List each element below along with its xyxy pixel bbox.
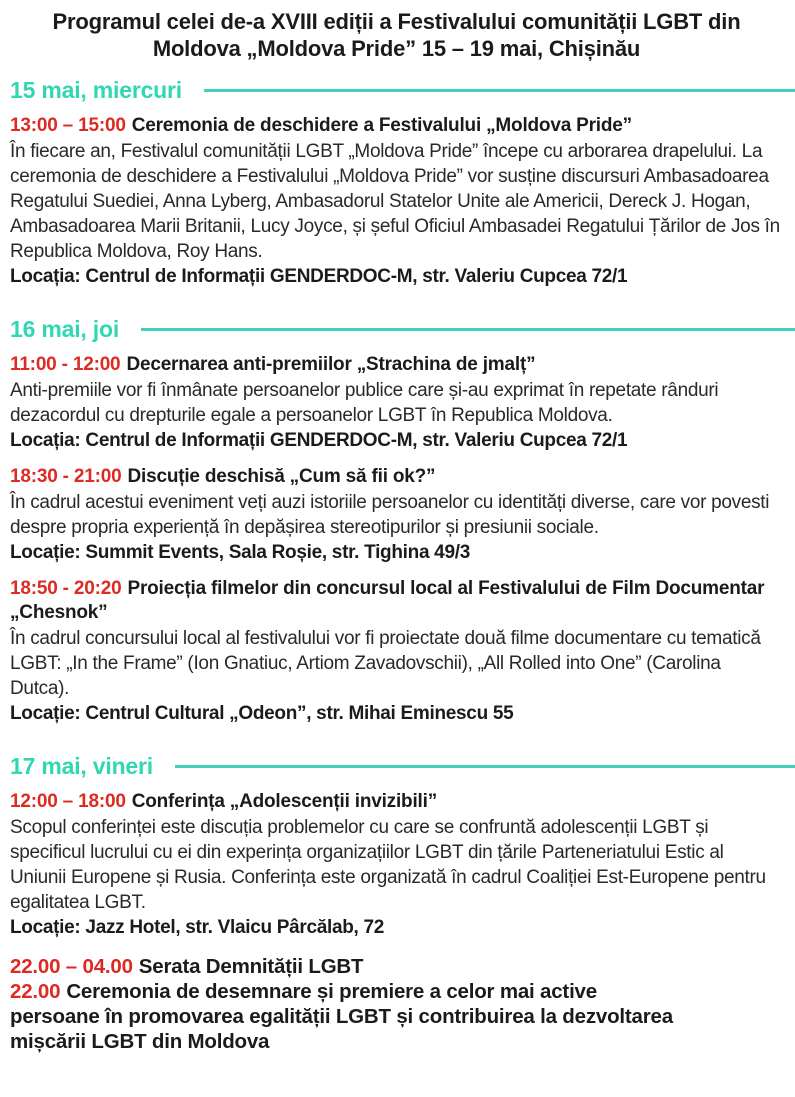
event-title: Decernarea anti-premiilor „Strachina de jmalț” [126,354,536,375]
event-time: 13:00 – 15:00 [10,115,126,136]
event-description: În fiecare an, Festivalul comunității LGBT „Moldova Pride” începe cu arborarea drapelului. La ceremonia de deschidere a Festivalului „Moldova Pride” vor susține discursuri Ambasadoarea Regatului Suediei, Anna Lyberg, Ambasadorul Statelor Unite ale Americii, Dereck J. Hogan, Ambasadoarea Marii Britanii, Lucy Joyce, și șeful Oficiul Ambasadei Regatului Țărilor de Jos în Republica Moldova, Roy Hans. [10,141,780,262]
event-time: 18:30 - 21:00 [10,466,122,487]
event-description: În cadrul concursului local al festivalului vor fi proiectate două filme documentare cu tematică LGBT: „In the Frame” (Ion Gnatiuc, Artiom Zavadovschii), „All Rolled into One” (Carolina Dutca). [10,628,761,699]
section-heading-row [10,76,783,104]
event-title: Serata Demnității LGBT [138,955,364,978]
event-conferinta [10,790,783,940]
section-divider-line [141,328,795,331]
section-17-mai [10,752,783,1054]
event-time: 12:00 – 18:00 [10,791,126,812]
section-heading-row [10,752,783,780]
section-16-mai [10,315,783,726]
event-title: Discuție deschisă „Cum să fii ok?” [127,466,436,487]
event-title: Proiecția filmelor din concursul local al Festivalului de Film Documentar „Chesnok” [10,578,765,623]
section-divider-line [204,89,795,92]
page-title: Programul celei de-a XVIII ediții a Festivalului comunității LGBT din Moldova „Moldova Pride” 15 – 19 mai, Chișinău [52,9,741,61]
event-location: Locație: Centrul Cultural „Odeon”, str. Mihai Eminescu 55 [10,703,514,724]
section-heading: 15 mai, miercuri [10,77,182,103]
event-title-line: mișcării LGBT din Moldova [10,1030,270,1053]
event-header [10,577,783,625]
section-heading: 16 mai, joi [10,316,120,342]
event-location: Locație: Jazz Hotel, str. Vlaicu Pârcălab, 72 [10,917,385,938]
event-title: Ceremonia de deschidere a Festivalului „Moldova Pride” [131,115,632,136]
event-ceremonia-deschidere [10,114,783,289]
section-heading: 17 mai, vineri [10,753,153,779]
event-header [10,353,783,377]
event-header [10,790,783,814]
event-title: Conferința „Adolescenții invizibili” [131,791,437,812]
section-divider-line [175,765,795,768]
event-serata-demnitatii [10,954,783,1054]
event-proiectie-filme [10,577,783,726]
event-time: 18:50 - 20:20 [10,578,122,599]
event-anti-premii [10,353,783,453]
event-description: Anti-premiile vor fi înmânate persoanelor publice care și-au exprimat în repetate rânduri dezacordul cu drepturile egale a persoanelor LGBT în Republica Moldova. [10,380,719,426]
event-location: Locația: Centrul de Informații GENDERDOC-M, str. Valeriu Cupcea 72/1 [10,430,628,451]
event-description: Scopul conferinței este discuția problemelor cu care se confruntă adolescenții LGBT și specificul lucrului cu ei din experința organizațiilor LGBT din țările Parteneriatului Estic al Uniunii Europene și Rusia. Conferința este organizată în cadrul Coaliției Est-Europene pentru egalitatea LGBT. [10,817,766,913]
event-location: Locația: Centrul de Informații GENDERDOC-M, str. Valeriu Cupcea 72/1 [10,266,628,287]
event-title-line: Ceremonia de desemnare și premiere a celor mai active [66,980,597,1003]
event-time: 22.00 [10,980,61,1003]
event-description: În cadrul acestui eveniment veți auzi istoriile persoanelor cu identități diverse, care vor povesti despre propria experiență în depășirea stereotipurilor și presiunii sociale. [10,492,770,538]
section-heading-row [10,315,783,343]
event-header [10,114,783,138]
event-location: Locație: Summit Events, Sala Roșie, str. Tighina 49/3 [10,542,470,563]
event-discutie-deschisa [10,465,783,565]
event-time: 11:00 - 12:00 [10,354,121,375]
event-title-line: persoane în promovarea egalității LGBT și contribuirea la dezvoltarea [10,1005,673,1028]
event-time: 22.00 – 04.00 [10,955,133,978]
event-header [10,465,783,489]
event-sub-header [10,979,783,1004]
event-header [10,954,783,979]
section-15-mai [10,76,783,289]
